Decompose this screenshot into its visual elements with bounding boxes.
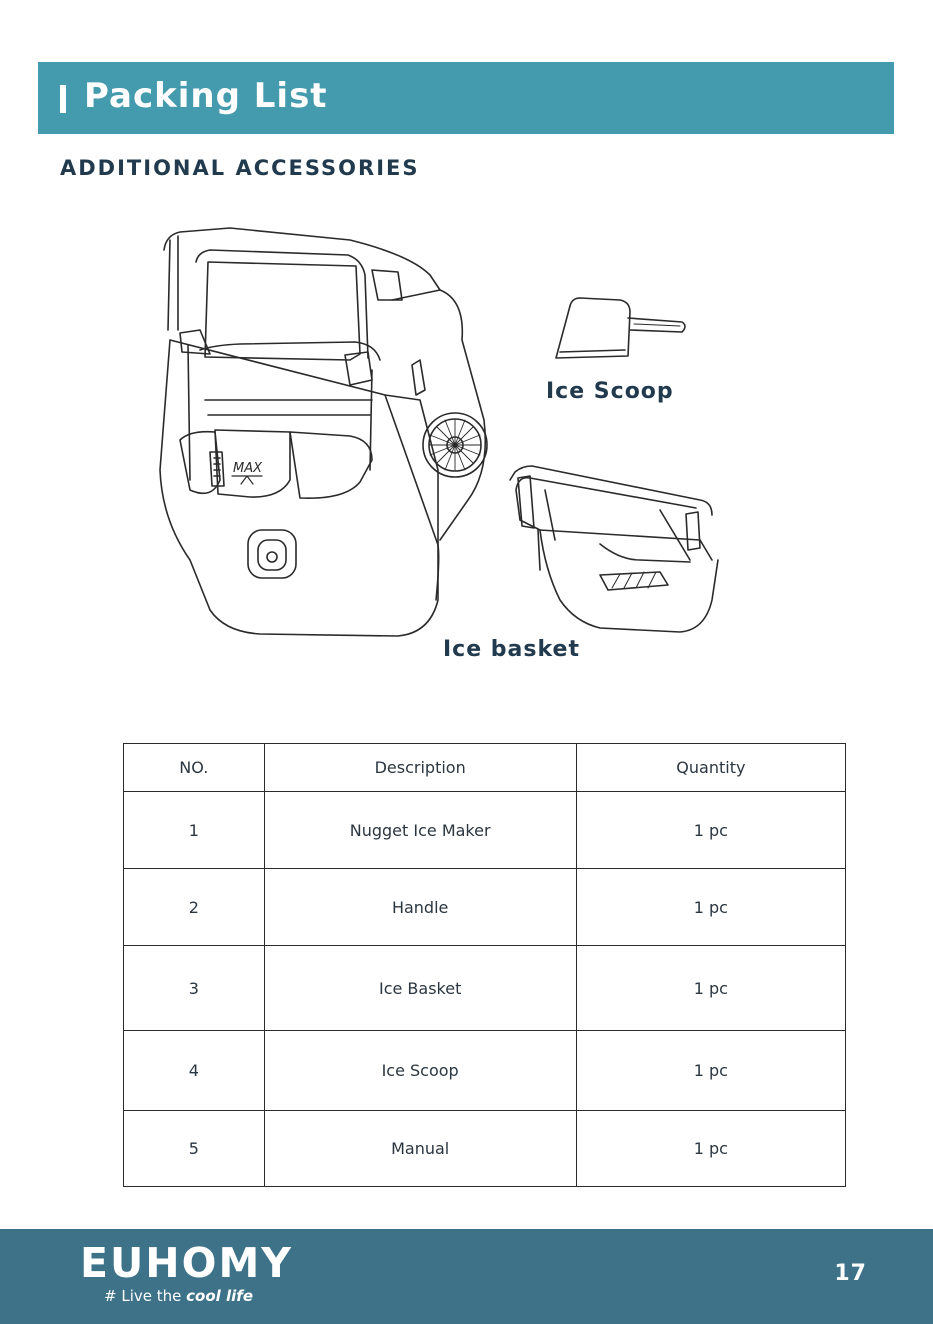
cell-description: Ice Scoop — [264, 1031, 576, 1111]
cell-no: 2 — [124, 869, 265, 946]
brand-tagline — [104, 1287, 253, 1305]
header-description: Description — [264, 744, 576, 792]
cell-quantity: 1 pc — [576, 869, 845, 946]
table-row — [124, 792, 846, 869]
tagline-emphasis: cool life — [186, 1287, 253, 1305]
cell-no: 4 — [124, 1031, 265, 1111]
table-row — [124, 869, 846, 946]
max-line-label: MAX — [233, 461, 263, 476]
cell-no: 5 — [124, 1111, 265, 1187]
cell-description: Handle — [264, 869, 576, 946]
brand-logo: EUHOMY — [80, 1239, 293, 1287]
cell-description: Ice Basket — [264, 946, 576, 1031]
ice-basket-caption: Ice basket — [443, 637, 580, 662]
page-number: 17 — [834, 1261, 867, 1286]
packing-list-table — [123, 743, 846, 1187]
ice-scoop-caption: Ice Scoop — [546, 379, 674, 404]
ice-maker-drawing — [160, 228, 487, 636]
cell-description: Nugget Ice Maker — [264, 792, 576, 869]
table-row — [124, 1111, 846, 1187]
cell-quantity: 1 pc — [576, 792, 845, 869]
cell-quantity: 1 pc — [576, 1111, 845, 1187]
ice-scoop-drawing — [556, 298, 685, 358]
ice-basket-drawing — [510, 466, 718, 632]
cell-no: 3 — [124, 946, 265, 1031]
header-no: NO. — [124, 744, 265, 792]
cell-description: Manual — [264, 1111, 576, 1187]
section-title: ADDITIONAL ACCESSORIES — [60, 156, 420, 180]
page-title: Packing List — [84, 76, 328, 116]
header-quantity: Quantity — [576, 744, 845, 792]
cell-no: 1 — [124, 792, 265, 869]
cell-quantity: 1 pc — [576, 1031, 845, 1111]
tagline-prefix: # Live the — [104, 1287, 182, 1305]
table-row — [124, 946, 846, 1031]
table-row — [124, 1031, 846, 1111]
footer-bar — [0, 1229, 933, 1324]
cell-quantity: 1 pc — [576, 946, 845, 1031]
table-header-row — [124, 744, 846, 792]
